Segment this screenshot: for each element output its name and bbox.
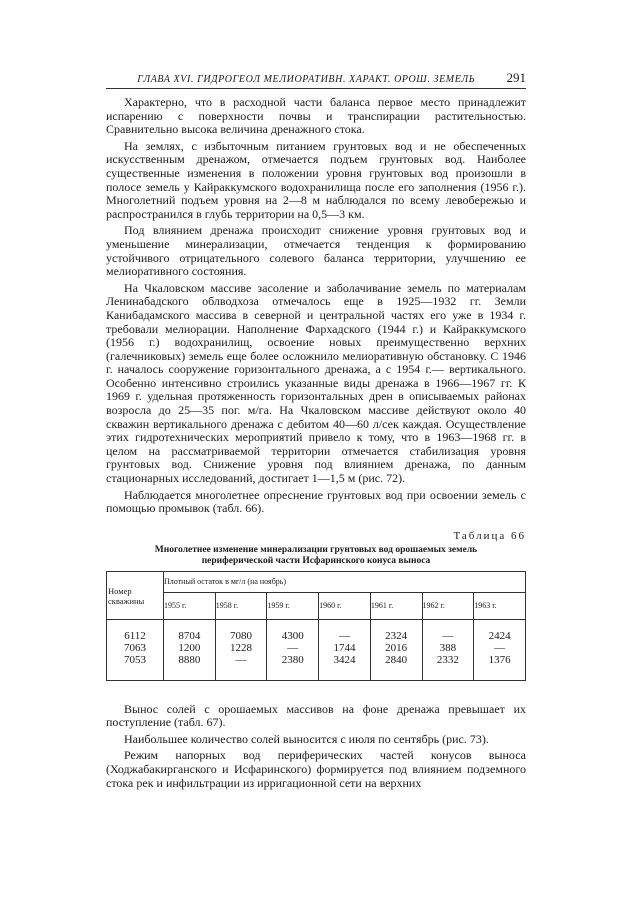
value-cell [267,619,319,680]
value: — [338,629,350,642]
value: 2016 [385,641,408,654]
value: 1200 [178,641,201,654]
value-cell [474,619,526,680]
value: 2840 [385,653,408,666]
value: 4300 [281,629,304,642]
body-text [106,96,526,793]
value: — [287,641,299,654]
paragraph: Вынос солей с орошаемых массивов на фоне дренажа превышает их поступление (табл. 67). [106,701,526,730]
value: — [235,653,247,666]
year-header: 1963 г. [474,593,526,620]
value: 8880 [178,653,201,666]
value: 2324 [385,629,408,642]
value-cell [164,619,216,680]
paragraph: Наибольшее количество солей выносится с июля по сентябрь (рис. 73). [124,731,489,746]
value: 7080 [230,629,253,642]
page-number: 291 [506,70,526,85]
value-cell [370,619,422,680]
well-number: 6112 [124,629,146,642]
data-table [106,571,526,680]
value: — [442,629,454,642]
after-table-text [106,703,526,791]
year-header: 1961 г. [370,593,422,620]
year-header: 1959 г. [267,593,319,620]
paragraph: Под влиянием дренажа происходит снижение уровня грунтовых вод и уменьшение минерализации, отмечается тенденция к формированию устойчивого отрицательного солевого баланса территории, улучшению ее мелиоративного состояния. [106,223,526,279]
paragraph: На землях, с избыточным питанием грунтовых вод и не обеспеченных искусственным дренажом, отмечается подъем грунтовых вод. Наиболее существенные изменения в положении уровня грунтовых вод произошли в полосе земель у Кайраккумского водохранилища после его заполнения (1956 г.). Многолетний подъем уровня на 2—8 м наблюдался по всему левобережью и распространился в глубь территории на 0,5—3 км. [106,138,526,221]
value-cell [319,619,371,680]
group-header: Плотный остаток в мг/л (на ноябрь) [164,572,526,593]
paragraph: На Чкаловском массиве засоление и заболачивание земель по материалам Ленинабадского облводхоза отмечалось еще в 1925—1932 гг. Земли Канибадамского массива в северной и центральной частях его уже в 1934 г. требовали мелиорации. Наполнение Фархадского (1944 г.) и Кайраккумского (1956 г.) водохранилищ, освоение новых преимущественно верхних (галечниковых) земель еще более осложнило мелиоративную обстановку. С 1946 г. началось сооружение горизонтального дренажа, а с 1954 г.— вертикального. Особенно интенсивно строились указанные виды дренажа в 1966—1967 гг. К 1969 г. удельная протяженность горизонтальных дрен в описываемых районах возросла до 25—35 пог. м/га. На Чкаловском массиве действуют около 40 скважин вертикального дренажа с дебитом 40—60 л/сек каждая. Осуществление этих гидротехнических мероприятий привело к тому, что в 1963—1968 гг. в целом на рассматриваемой территории отмечается стабилизация уровня грунтовых вод. Снижение уровня под влиянием дренажа, по данным стационарных исследований, достигает 1—1,5 м (рис. 72). [106,280,526,486]
year-header: 1962 г. [422,593,474,620]
table-caption-line: периферической части Исфаринского конуса выноса [201,556,431,567]
year-header: 1955 г. [164,593,216,620]
well-number: 7053 [124,653,146,666]
year-header: 1958 г. [215,593,267,620]
value: 2332 [436,653,459,666]
value: — [494,641,506,654]
value: 1228 [230,641,253,654]
value: 8704 [178,629,201,642]
row-header: Номер скважины [107,572,164,619]
table-caption [146,545,486,567]
value: 1744 [333,641,356,654]
value: 3424 [333,653,356,666]
paragraph: Наблюдается многолетнее опреснение грунтовых вод при освоении земель с помощью промывок (табл. 66). [106,487,526,516]
table-label: Таблица 66 [453,529,526,542]
running-title: ГЛАВА XVI. ГИДРОГЕОЛ МЕЛИОРАТИВН. ХАРАКТ. ОРОШ. ЗЕМЕЛЬ [137,74,476,85]
paragraph: Режим напорных вод периферических частей конусов выноса (Ходжабакирганского и Исфаринского) формируется под влиянием подземного стока рек и инфильтрации из ирригационной сети на верхних [106,748,526,790]
value: 388 [439,641,457,654]
value-cell [215,619,267,680]
year-header: 1960 г. [319,593,371,620]
value: 2380 [281,653,304,666]
value: 2424 [488,629,511,642]
table-caption-line: Многолетнее изменение минерализации грунтовых вод орошаемых земель [154,545,478,556]
table-row [107,619,526,680]
value: 1376 [488,653,511,666]
well-numbers-cell [107,619,164,680]
running-head [106,70,526,89]
paragraph: Характерно, что в расходной части баланса первое место принадлежит испарению с поверхности почвы и транспирации растительностью. Сравнительно высока величина дренажного стока. [106,95,526,137]
value-cell [422,619,474,680]
well-number: 7063 [124,641,146,654]
